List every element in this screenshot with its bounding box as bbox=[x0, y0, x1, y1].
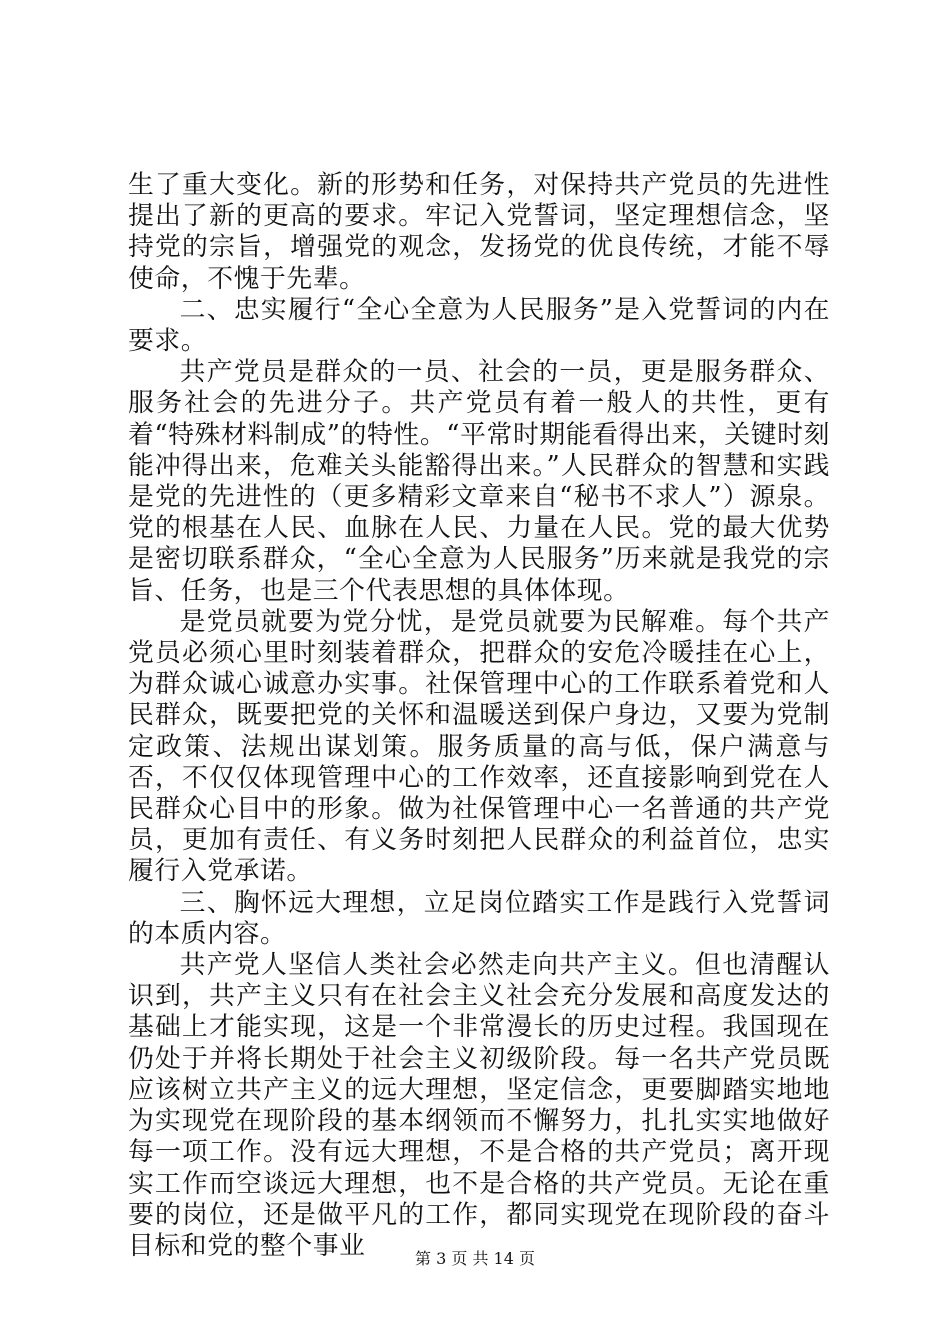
paragraph-continued: 生了重大变化。新的形势和任务，对保持共产党员的先进性提出了新的更高的要求。牢记入党誓词，坚定理想信念，坚持党的宗旨，增强党的观念，发扬党的优良传统，才能不辱使命，不愧于先辈。 bbox=[128, 170, 830, 294]
page-number-footer: 第 3 页 共 14 页 bbox=[415, 1249, 535, 1268]
section-heading-three: 三、胸怀远大理想，立足岗位踏实工作是践行入党誓词的本质内容。 bbox=[128, 887, 830, 949]
paragraph: 共产党人坚信人类社会必然走向共产主义。但也清醒认识到，共产主义只有在社会主义社会充分发展和高度发达的基础上才能实现，这是一个非常漫长的历史过程。我国现在仍处于并将长期处于社会主义初级阶段。每一名共产党员既应该树立共产主义的远大理想，坚定信念，更要脚踏实地地为实现党在现阶段的基本纲领而不懈努力，扎扎实实地做好每一项工作。没有远大理想，不是合格的共产党员；离开现实工作而空谈远大理想，也不是合格的共产党员。无论在重要的岗位，还是做平凡的工作，都同实现党在现阶段的奋斗目标和党的整个事业 bbox=[128, 950, 830, 1261]
document-body bbox=[128, 170, 830, 1262]
paragraph: 共产党员是群众的一员、社会的一员，更是服务群众、服务社会的先进分子。共产党员有着一般人的共性，更有着“特殊材料制成”的特性。“平常时期能看得出来，关键时刻能冲得出来，危难关头能豁得出来。”人民群众的智慧和实践是党的先进性的（更多精彩文章来自“秘书不求人”）源泉。党的根基在人民、血脉在人民、力量在人民。党的最大优势是密切联系群众，“全心全意为人民服务”历来就是我党的宗旨、任务，也是三个代表思想的具体体现。 bbox=[128, 357, 830, 606]
paragraph: 是党员就要为党分忧，是党员就要为民解难。每个共产党员必须心里时刻装着群众，把群众的安危冷暖挂在心上，为群众诚心诚意办实事。社保管理中心的工作联系着党和人民群众，既要把党的关怀和温暖送到保户身边，又要为党制定政策、法规出谋划策。服务质量的高与低，保户满意与否，不仅仅体现管理中心的工作效率，还直接影响到党在人民群众心目中的形象。做为社保管理中心一名普通的共产党员，更加有责任、有义务时刻把人民群众的利益首位，忠实履行入党承诺。 bbox=[128, 606, 830, 887]
section-heading-two: 二、忠实履行“全心全意为人民服务”是入党誓词的内在要求。 bbox=[128, 294, 830, 357]
